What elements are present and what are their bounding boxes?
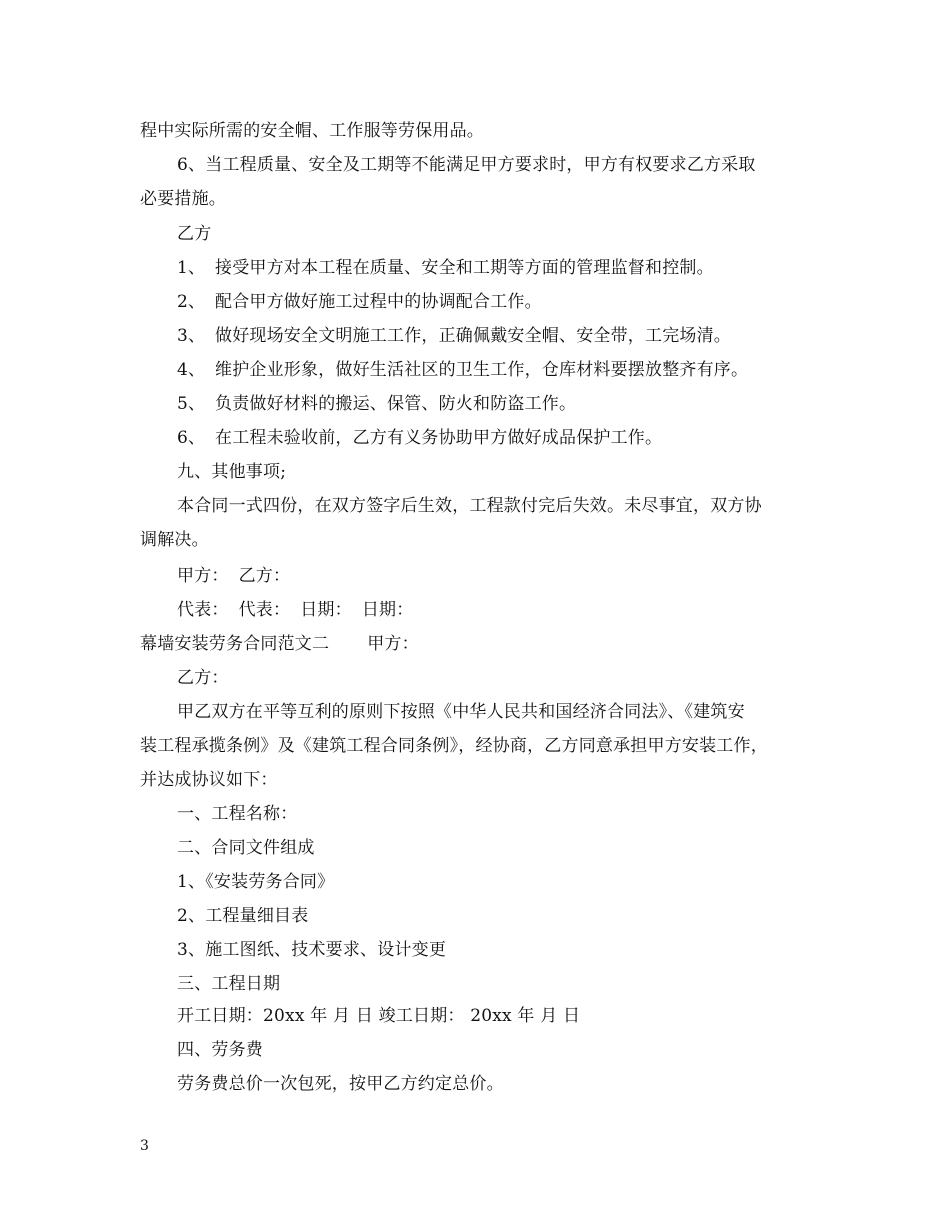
list-item [177, 326, 820, 346]
paragraph-line: 调解决。 [140, 530, 209, 550]
section-label-yi: 乙方 [177, 224, 212, 244]
paragraph-line: 6、当工程质量、安全及工期等不能满足甲方要求时，甲方有权要求乙方采取 [177, 155, 756, 175]
list-number: 2、 [177, 292, 206, 312]
signature-label: 代表： [177, 600, 229, 620]
list-item [177, 428, 820, 448]
list-text: 接受甲方对本工程在质量、安全和工期等方面的管理监督和控制。 [215, 258, 714, 278]
paragraph-line: 劳务费总价一次包死，按甲乙方约定总价。 [177, 1074, 504, 1094]
section-heading: 九、其他事项; [177, 462, 287, 482]
list-text: 维护企业形象，做好生活社区的卫生工作，仓库材料要摆放整齐有序。 [215, 360, 749, 380]
signature-line [177, 566, 820, 586]
list-item: 1、《安装劳务合同》 [177, 872, 335, 892]
signature-label: 代表： [238, 600, 291, 620]
signature-line [177, 600, 820, 620]
paragraph-line: 并达成协议如下： [140, 770, 278, 790]
list-item: 3、施工图纸、技术要求、设计变更 [177, 940, 447, 960]
title-text: 幕墙安装劳务合同范文二 [140, 634, 330, 654]
date-line: 开工日期：20xx 年 月 日 竣工日期： 20xx 年 月 日 [177, 1006, 581, 1026]
list-number: 3、 [177, 326, 206, 346]
paragraph-line: 必要措施。 [140, 189, 226, 209]
list-number: 4、 [177, 360, 206, 380]
list-text: 负责做好材料的搬运、保管、防火和防盗工作。 [215, 394, 577, 414]
list-item [177, 360, 820, 380]
list-number: 6、 [177, 428, 206, 448]
list-number: 5、 [177, 394, 206, 414]
signature-label: 乙方： [238, 566, 291, 586]
paragraph-line: 甲乙双方在平等互利的原则下按照《中华人民共和国经济合同法》、《建筑安 [177, 702, 745, 722]
list-text: 做好现场安全文明施工工作，正确佩戴安全帽、安全带，工完场清。 [215, 326, 731, 346]
page-number: 3 [140, 1138, 149, 1154]
list-item [177, 258, 820, 278]
section-heading: 四、劳务费 [177, 1040, 263, 1060]
list-text: 配合甲方做好施工过程中的协调配合工作。 [215, 292, 542, 312]
signature-label: 甲方： [177, 566, 229, 586]
list-number: 1、 [177, 258, 206, 278]
section-heading: 三、工程日期 [177, 974, 281, 994]
section-heading: 一、工程名称： [177, 804, 298, 824]
section-heading: 二、合同文件组成 [177, 838, 315, 858]
list-item [177, 394, 820, 414]
list-item: 2、工程量细目表 [177, 906, 309, 926]
signature-label: 日期： [361, 600, 414, 620]
list-item [177, 292, 820, 312]
document-title [140, 634, 820, 654]
list-text: 在工程未验收前，乙方有义务协助甲方做好成品保护工作。 [215, 428, 663, 448]
paragraph-line: 本合同一式四份，在双方签字后生效，工程款付完后失效。未尽事宜，双方协 [177, 496, 762, 516]
signature-label: 日期： [300, 600, 352, 620]
paragraph-line: 程中实际所需的安全帽、工作服等劳保用品。 [140, 121, 484, 141]
party-label: 甲方： [367, 634, 419, 654]
paragraph-line: 装工程承揽条例》及《建筑工程合同条例》，经协商，乙方同意承担甲方安装工作， [140, 736, 768, 756]
party-label: 乙方： [177, 668, 229, 688]
